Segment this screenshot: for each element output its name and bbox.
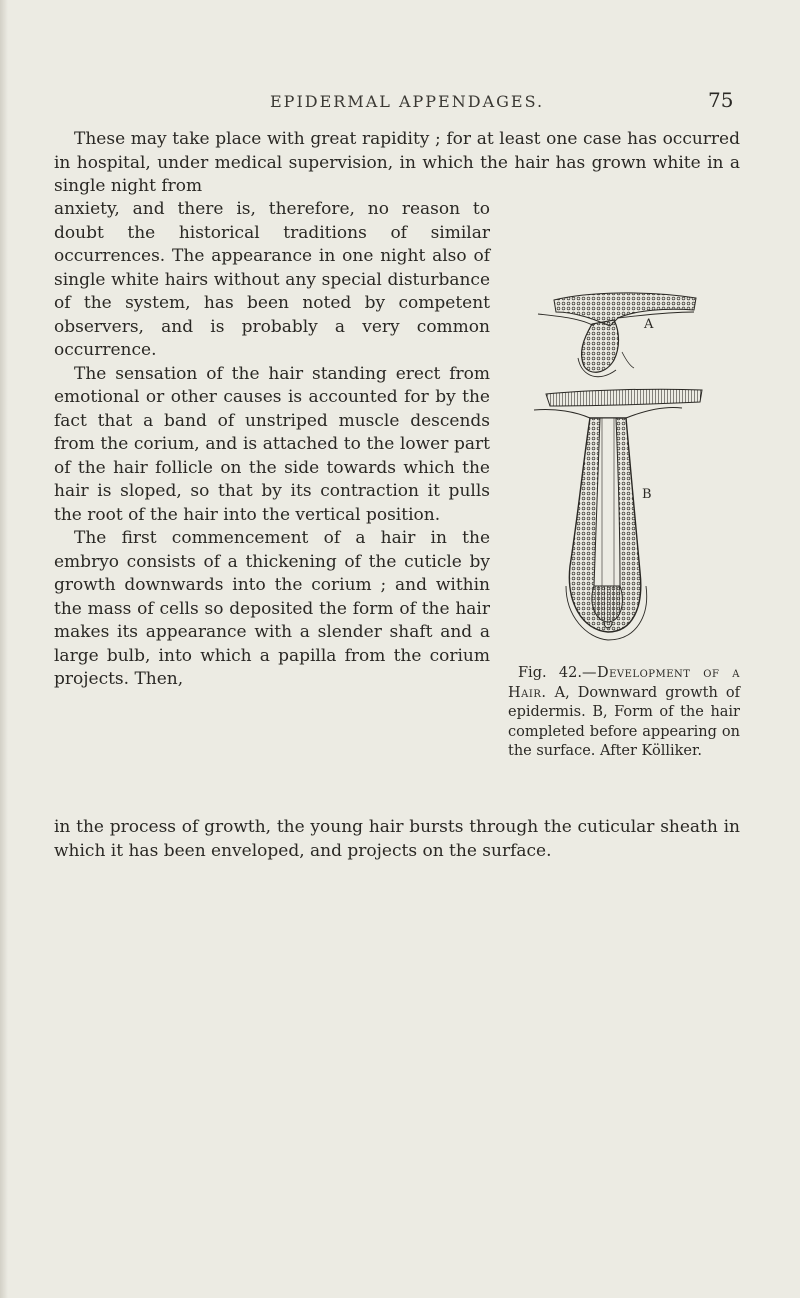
figure-a-epidermis-downgrowth: [538, 293, 696, 377]
hair-development-figure: [526, 286, 716, 646]
paragraph-sensation: The sensation of the hair standing erect from emotional or other causes is accounted for by the fact that a band of unstriped muscle descends from the corium, and is attached to the lower part of the hair follicle on the side towards which the hair is sloped, so that by its contraction it pulls the root of the hair into the vertical position.: [54, 363, 490, 525]
paragraph-anxiety: anxiety, and there is, therefore, no reason to doubt the historical traditions of similar occurrences. The appearance in one night also of single white hairs without any special disturbance of the system, has been noted by competent observers, and is probably a very common occurrence.: [54, 199, 490, 360]
figure-label-a: A: [644, 317, 654, 332]
figure-b-completed-hair: [534, 389, 702, 640]
body-column: [54, 198, 490, 692]
figure-title: —Development of a Hair.: [508, 665, 740, 701]
paragraph-bottom: [54, 816, 740, 863]
figure-label-b: B: [642, 487, 652, 502]
figure-caption-text: A, Downward growth of epidermis. B, Form of the hair completed before appearing on the surface. After Kölliker.: [508, 684, 741, 759]
paragraph-top: [54, 128, 740, 199]
page-number: 75: [708, 88, 734, 112]
paragraph-bottom-text: in the process of growth, the young hair bursts through the cuticular sheath in which it has been enveloped, and projects on the surface.: [54, 817, 740, 861]
page-binding-edge: [0, 0, 8, 1298]
figure-number: Fig. 42.: [518, 665, 582, 681]
hair-development-illustration: [526, 286, 716, 646]
figure-caption: [508, 664, 740, 762]
paragraph-top-text: These may take place with great rapidity ; for at least one case has occurred in hospital, under medical supervision, in which the hair has grown white in a single night from: [54, 129, 740, 196]
running-head: EPIDERMAL APPENDAGES.: [270, 92, 545, 111]
paragraph-embryo: The first commencement of a hair in the embryo consists of a thickening of the cuticle by growth downwards into the corium ; and within the mass of cells so deposited the form of the hair makes its appearance with a slender shaft and a large bulb, into which a papilla from the corium projects. Then,: [54, 528, 490, 689]
